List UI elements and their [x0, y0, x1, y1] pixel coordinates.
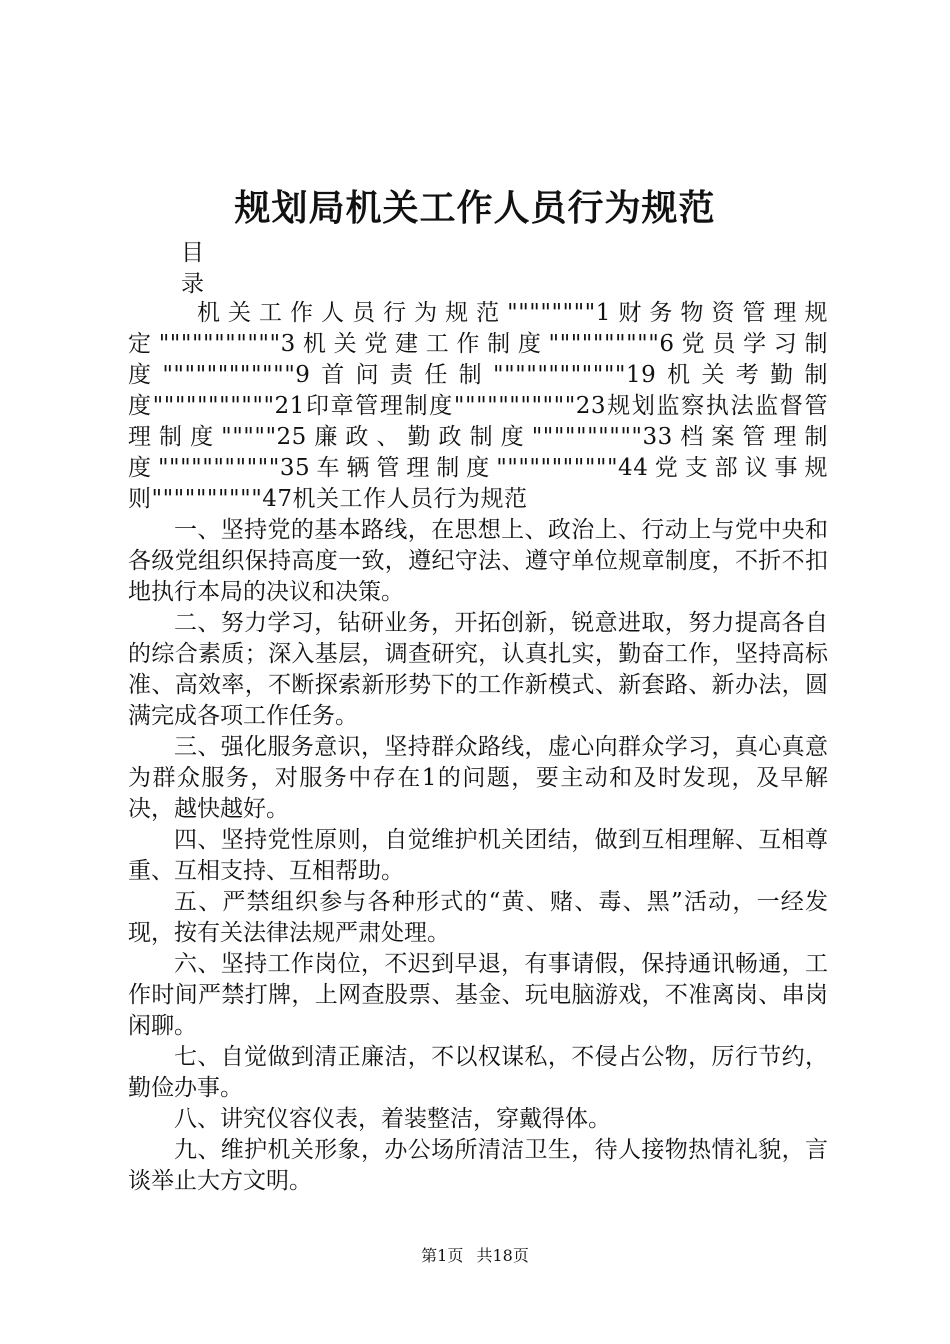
toc-heading-line2: 录 [181, 271, 204, 297]
document-body [128, 298, 828, 1197]
page-number-total: 共18页 [476, 1246, 529, 1265]
toc-entries: 机关工作人员行为规范""""""""1财务物资管理规定"""""""""""3机关党建工作制度""""""""""6党员学习制度""""""""""""9首问责任制""""""""""""19机关考勤制度"""""""""""21印章管理制度"""""""""""23规划监察执法监督管理制度"""""25廉政、勤政制度""""""""""33档案管理制度"""""""""""35车辆管理制度"""""""""""44党支部议事规则""""""""""47机关工作人员行为规范 [128, 300, 828, 512]
paragraph-9: 九、维护机关形象，办公场所清洁卫生，待人接物热情礼貌，言谈举止大方文明。 [128, 1137, 828, 1194]
toc-heading-line1: 目 [181, 240, 204, 266]
paragraph-6: 六、坚持工作岗位，不迟到早退，有事请假，保持通讯畅通，工作时间严禁打牌，上网查股票、基金、玩电脑游戏，不准离岗、串岗闲聊。 [128, 951, 828, 1039]
paragraph-5: 五、严禁组织参与各种形式的“黄、赌、毒、黑”活动，一经发现，按有关法律法规严肃处理。 [128, 889, 828, 946]
paragraph-3: 三、强化服务意识，坚持群众路线，虚心向群众学习，真心真意为群众服务，对服务中存在1的问题，要主动和及时发现，及早解决，越快越好。 [128, 734, 828, 822]
paragraph-1: 一、坚持党的基本路线，在思想上、政治上、行动上与党中央和各级党组织保持高度一致，遵纪守法、遵守单位规章制度，不折不扣地执行本局的决议和决策。 [128, 517, 828, 605]
page-number-current: 第1页 [421, 1246, 464, 1265]
document-title: 规划局机关工作人员行为规范 [234, 187, 716, 229]
page-footer [0, 1245, 950, 1267]
paragraph-8: 八、讲究仪容仪表，着装整洁，穿戴得体。 [174, 1106, 611, 1132]
paragraph-4: 四、坚持党性原则，自觉维护机关团结，做到互相理解、互相尊重、互相支持、互相帮助。 [128, 827, 828, 884]
paragraph-2: 二、努力学习，钻研业务，开拓创新，锐意进取，努力提高各自的综合素质；深入基层，调查研究，认真扎实，勤奋工作，坚持高标准、高效率，不断探索新形势下的工作新模式、新套路、新办法，圆满完成各项工作任务。 [128, 610, 828, 729]
paragraph-7: 七、自觉做到清正廉洁，不以权谋私，不侵占公物，厉行节约，勤俭办事。 [128, 1044, 828, 1101]
